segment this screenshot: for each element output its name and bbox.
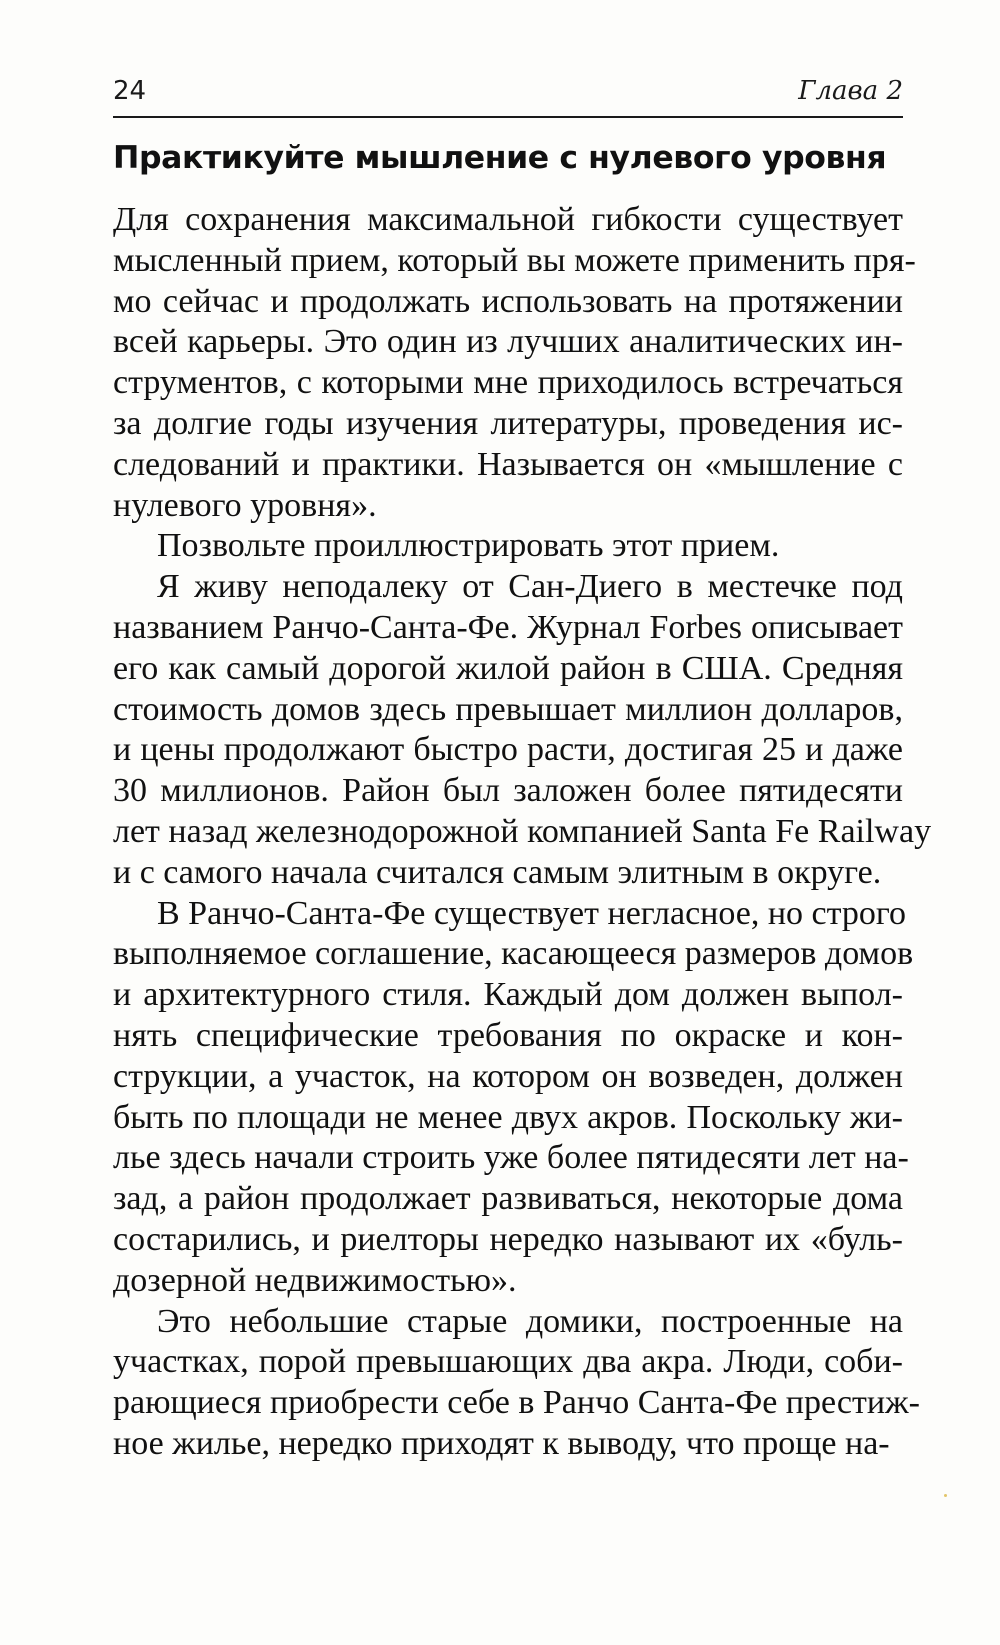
text-line: Для сохранения максимальной гибкости существует [113,201,903,238]
text-line: и архитектурного стиля. Каждый дом должен выпол- [113,976,903,1014]
paragraph [113,567,932,893]
text-line: Позвольте проиллюстрировать этот прием. [157,527,780,565]
section-title: Практикуйте мышление с нулевого уровня [113,140,887,176]
text-line: Это небольшие старые домики, построенные на [157,1302,903,1340]
text-line: рающиеся приобрести себе в Ранчо Санта-Фе престиж- [113,1384,920,1422]
paragraph [113,1302,920,1465]
text-line: быть по площади не менее двух акров. Поскольку жи- [113,1098,903,1136]
paragraph [113,200,916,526]
text-line: мысленный прием, который вы можете применить пря- [113,241,916,279]
running-header [113,72,903,118]
text-line: состарились, и риелторы нередко называют их «буль- [113,1220,903,1258]
text-line: его как самый дорогой жилой район в США. Средняя [113,649,903,687]
text-line: всей карьеры. Это один из лучших аналитических ин- [113,323,903,361]
text-line: В Ранчо-Санта-Фе существует негласное, но строго [157,894,907,932]
text-line: мо сейчас и продолжать использовать на протяжении [113,282,903,320]
text-line: ное жилье, нередко приходят к выводу, что проще на- [113,1424,890,1462]
print-speck [944,1494,947,1497]
text-line: струкции, а участок, на котором он возведен, должен [113,1057,903,1095]
text-line: дозерной недвижимостью». [113,1261,517,1299]
text-line: струментов, с которыми мне приходилось встречаться [113,364,903,402]
text-line: за долгие годы изучения литературы, проведения ис- [113,404,903,442]
text-line: выполняемое соглашение, касающееся размеров домов [113,935,914,973]
paragraph [113,526,903,567]
page-number: 24 [113,76,147,106]
text-line: следований и практики. Называется он «мышление с [113,445,903,483]
text-line: участках, порой превышающих два акра. Люди, соби- [113,1343,903,1381]
text-line: 30 миллионов. Район был заложен более пятидесяти [113,772,903,810]
text-line: названием Ранчо-Санта-Фе. Журнал Forbes описывает [113,608,903,646]
text-line: нять специфические требования по окраске и кон- [113,1016,903,1054]
text-line: и цены продолжают быстро расти, достигая 25 и даже [113,731,903,769]
text-line: Я живу неподалеку от Сан-Диего в местечке под [157,568,903,606]
paragraph [113,894,914,1302]
chapter-label: Глава 2 [798,76,903,106]
text-line: стоимость домов здесь превышает миллион долларов, [113,690,903,728]
text-line: лье здесь начали строить уже более пятидесяти лет на- [113,1139,909,1177]
text-line: и с самого начала считался самым элитным в округе. [113,853,882,891]
text-line: лет назад железнодорожной компанией Santa Fe Railway [113,812,932,850]
text-line: нулевого уровня». [113,486,377,524]
text-line: зад, а район продолжает развиваться, некоторые дома [113,1180,903,1218]
body-text [113,200,932,1465]
